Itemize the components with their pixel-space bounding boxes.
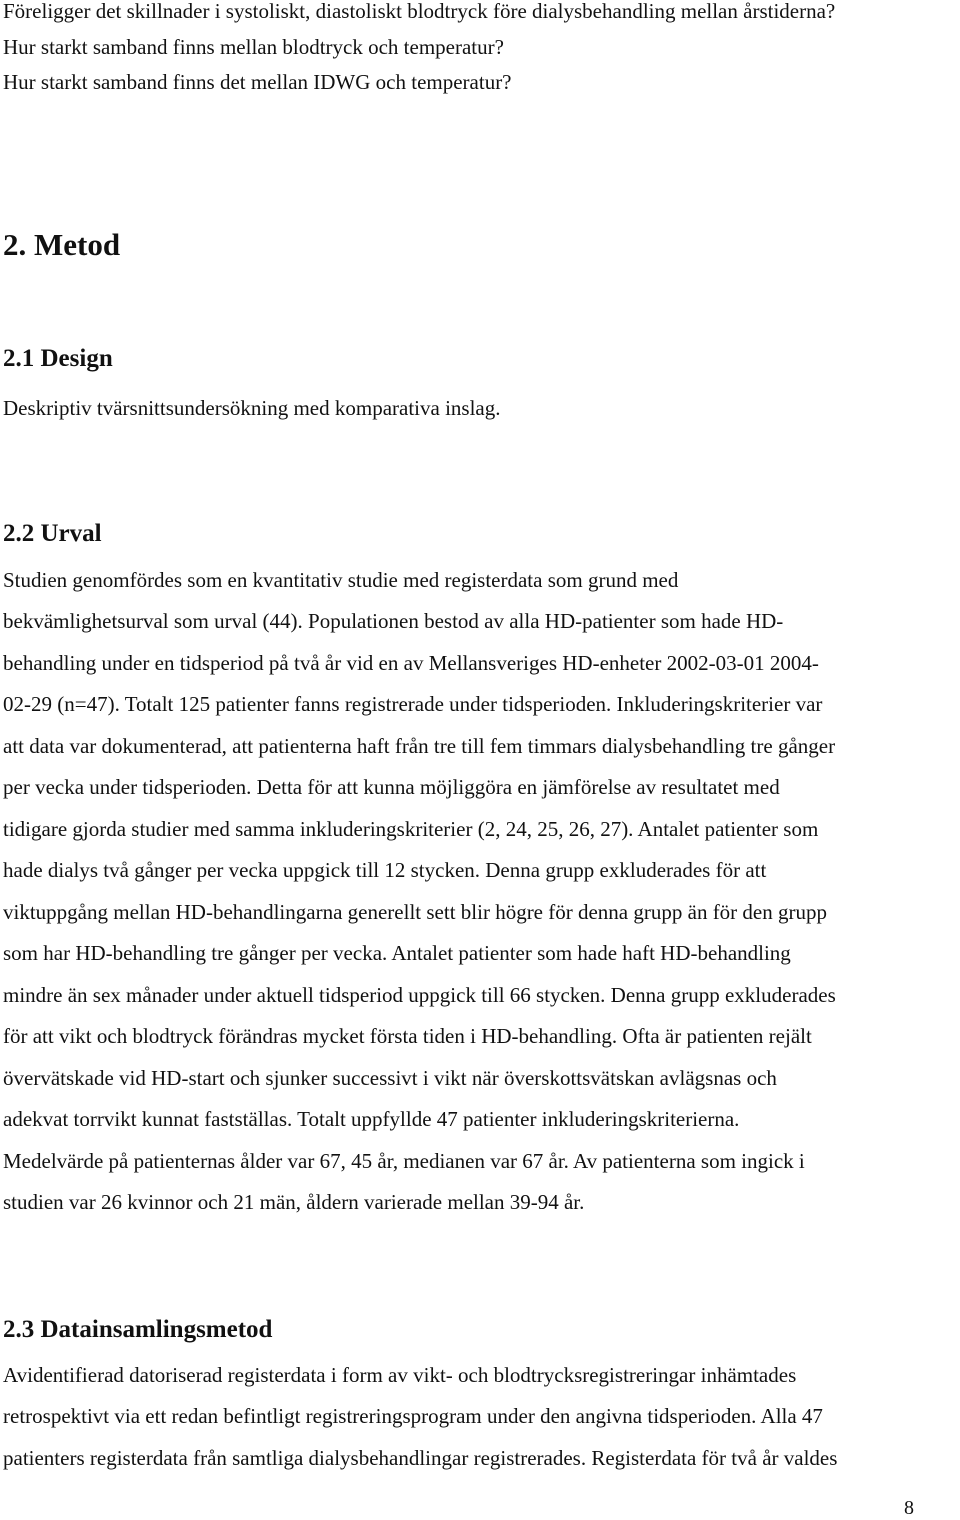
paragraph-line: övervätskade vid HD-start och sjunker successivt i vikt när överskottsvätskan avlägsnas och [3,1066,777,1090]
intro-question-1: Föreligger det skillnader i systoliskt, diastoliskt blodtryck före dialysbehandling mellan årstiderna? [3,0,836,23]
paragraph-line: tidigare gjorda studier med samma inkluderingskriterier (2, 24, 25, 26, 27). Antalet patienter som [3,817,819,841]
paragraph-line: hade dialys två gånger per vecka uppgick till 12 stycken. Denna grupp exkluderades för att [3,858,767,882]
section-heading-metod: 2. Metod [3,227,121,262]
paragraph-line: Studien genomfördes som en kvantitativ studie med registerdata som grund med [3,568,679,592]
subsection-heading-design: 2.1 Design [3,345,113,372]
paragraph-line: per vecka under tidsperioden. Detta för att kunna möjliggöra en jämförelse av resultatet med [3,775,780,799]
paragraph-line: Avidentifierad datoriserad registerdata i form av vikt- och blodtrycksregistreringar inhämtades [3,1363,797,1387]
paragraph-line: bekvämlighetsurval som urval (44). Populationen bestod av alla HD-patienter som hade HD- [3,609,784,633]
paragraph-line: behandling under en tidsperiod på två år vid en av Mellansveriges HD-enheter 2002-03-01 2004- [3,651,819,675]
paragraph-line: adekvat torrvikt kunnat fastställas. Totalt uppfyllde 47 patienter inkluderingskriterierna. [3,1107,740,1131]
paragraph-line: Medelvärde på patienternas ålder var 67, 45 år, medianen var 67 år. Av patienterna som ingick i [3,1149,805,1173]
page-number: 8 [904,1497,914,1519]
paragraph-line: 02-29 (n=47). Totalt 125 patienter fanns registrerade under tidsperioden. Inkluderingskriterier var [3,692,823,716]
paragraph-line: studien var 26 kvinnor och 21 män, åldern varierade mellan 39-94 år. [3,1190,585,1214]
intro-question-3: Hur starkt samband finns det mellan IDWG och temperatur? [3,70,512,94]
intro-question-2: Hur starkt samband finns mellan blodtryck och temperatur? [3,35,504,59]
paragraph-line: retrospektivt via ett redan befintligt registreringsprogram under den angivna tidsperioden. Alla 47 [3,1404,823,1428]
paragraph-line: att data var dokumenterad, att patienterna haft från tre till fem timmars dialysbehandling tre gånger [3,734,836,758]
paragraph-line: mindre än sex månader under aktuell tidsperiod uppgick till 66 stycken. Denna grupp exkluderades [3,983,836,1007]
paragraph-line: patienters registerdata från samtliga dialysbehandlingar registrerades. Registerdata för två år valdes [3,1446,838,1470]
subsection-heading-datainsamlingsmetod: 2.3 Datainsamlingsmetod [3,1316,273,1343]
subsection-heading-urval: 2.2 Urval [3,520,102,547]
paragraph-line: viktuppgång mellan HD-behandlingarna generellt sett blir högre för denna grupp än för den grupp [3,900,827,924]
design-text: Deskriptiv tvärsnittsundersökning med komparativa inslag. [3,396,501,420]
paragraph-line: som har HD-behandling tre gånger per vecka. Antalet patienter som hade haft HD-behandling [3,941,791,965]
paragraph-line: för att vikt och blodtryck förändras mycket första tiden i HD-behandling. Ofta är patienten rejält [3,1024,812,1048]
